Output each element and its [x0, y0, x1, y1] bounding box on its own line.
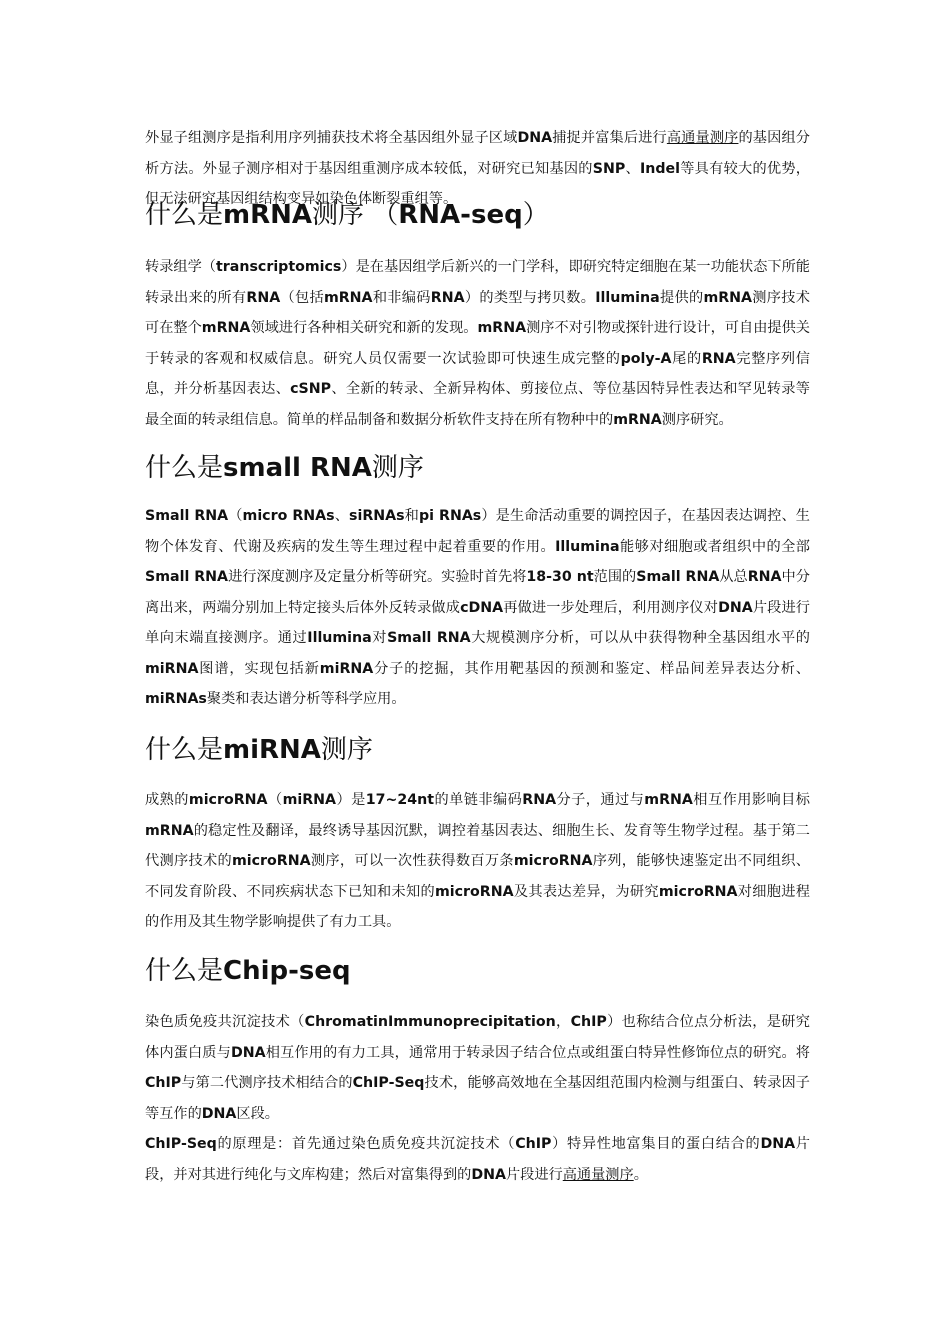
bold-term: microRNA: [232, 853, 311, 869]
text-run: 区段。: [236, 1105, 279, 1122]
text-run: 的单链非编码: [434, 792, 523, 808]
text-run: 中分离出来，两端分别加上特定接头后体外反转录做成: [145, 569, 810, 616]
bold-term: RNA: [747, 569, 782, 585]
bold-term: ChIP: [145, 1075, 182, 1091]
bold-term: microRNA: [513, 853, 593, 869]
text-run: 从总: [719, 569, 748, 585]
bold-term: RNA: [701, 350, 736, 367]
paragraph: [145, 1007, 810, 1129]
bold-term: RNA: [246, 289, 281, 306]
text-run: 完整序列信息，并分析基因表达、: [145, 350, 810, 397]
text-run: （: [267, 792, 283, 808]
bold-term: mRNA: [223, 200, 313, 230]
bold-term: miRNAs: [145, 691, 207, 707]
bold-term: mRNA: [477, 320, 527, 336]
text-run: 图谱，实现包括新: [198, 660, 320, 677]
text-run: 对细胞进程的作用及其生物学影响提供了有力工具。: [145, 883, 810, 930]
text-run: 、: [625, 160, 640, 177]
text-run: 分子，通过与: [556, 792, 645, 808]
bold-term: Small RNA: [387, 630, 471, 646]
bold-term: ChIP-Seq: [352, 1075, 425, 1091]
text-run: 等具有较大的优势，但无法研究基因组结构变异如染色体断裂重组等。: [145, 160, 810, 207]
section-small-rna: [145, 451, 810, 485]
bold-term: ChIP-Seq: [145, 1136, 217, 1152]
text-run: （包括: [280, 289, 324, 306]
text-run: 外显子组测序是指利用序列捕获技术将全基因组外显子区域: [145, 130, 518, 146]
bold-term: micro RNAs: [242, 508, 335, 524]
text-run: ）特异性地富集目的蛋白结合的: [551, 1136, 761, 1152]
text-run: ）也称结合位点分析法，是研究体内蛋白质与: [145, 1014, 810, 1061]
bold-term: 17~24nt: [365, 792, 435, 808]
bold-term: DNA: [517, 130, 553, 146]
text-run: 进行深度测序及定量分析等研究。实验时首先将: [228, 569, 527, 585]
text-run: 和: [404, 508, 419, 524]
bold-term: DNA: [471, 1166, 506, 1183]
text-run: （: [228, 508, 243, 524]
text-run: 测序技术可在整个: [145, 289, 810, 336]
bold-term: miRNA: [319, 660, 374, 677]
paragraph: [145, 501, 810, 715]
bold-term: DNA: [230, 1044, 266, 1061]
text-run: 序列，能够快速鉴定出不同组织、不同发育阶段、不同疾病状态下已知和未知的: [145, 853, 810, 900]
bold-term: DNA: [718, 599, 753, 616]
section-heading: [145, 733, 810, 767]
text-run: 测序研究。: [661, 411, 733, 428]
bold-term: DNA: [760, 1136, 796, 1152]
bold-term: miRNA: [145, 660, 199, 677]
text-run: 技术，能够高效地在全基因组范围内检测与组蛋白、转录因子等互作的: [145, 1075, 810, 1122]
section-mrna: [145, 198, 810, 232]
text-run: ）是在基因组学后新兴的一门学科，即研究特定细胞在某一功能状态下所能转录出来的所有: [145, 259, 810, 306]
text-run: 什么是: [145, 735, 224, 765]
text-run: 片段进行单向末端直接测序。通过: [145, 599, 810, 646]
text-run: 相互作用的有力工具，通常用于转录因子结合位点或组蛋白特异性修饰位点的研究。将: [265, 1044, 810, 1061]
bold-term: Illumina: [307, 630, 372, 646]
section-chip-seq-body: [145, 1007, 810, 1190]
text-run: 成熟的: [145, 792, 189, 808]
bold-term: mRNA: [201, 320, 251, 336]
bold-term: cDNA: [460, 599, 504, 616]
section-heading: [145, 954, 810, 988]
text-run: 大规模测序分析，可以从中获得物种全基因组水平的: [470, 630, 810, 646]
bold-term: Indel: [639, 160, 680, 177]
text-link[interactable]: 高通量测序: [666, 130, 739, 146]
text-run: 与第二代测序技术相结合的: [181, 1075, 353, 1091]
bold-term: siRNAs: [349, 508, 405, 524]
text-run: ，: [555, 1014, 571, 1030]
text-run: 的稳定性及翻译，最终诱导基因沉默，调控着基因表达、细胞生长、发育等生物学过程。基于第二代测序技术的: [145, 822, 810, 869]
text-run: ）: [522, 200, 549, 230]
text-run: 再做进一步处理后，利用测序仪对: [503, 599, 719, 616]
bold-term: SNP: [592, 160, 626, 177]
text-run: 、全新的转录、全新异构体、剪接位点、等位基因特异性表达和罕见转录等最全面的转录组信息。简单的样品制备和数据分析软件支持在所有物种中的: [145, 381, 810, 428]
bold-term: mRNA: [703, 289, 752, 306]
text-run: 及其表达差异，为研究: [513, 883, 659, 900]
text-run: 什么是: [145, 200, 224, 230]
bold-term: mRNA: [644, 792, 693, 808]
text-run: 尾的: [671, 350, 702, 367]
text-run: 。: [633, 1166, 648, 1183]
bold-term: pi RNAs: [418, 508, 482, 524]
text-run: 片段，并对其进行纯化与文库构建；然后对富集得到的: [145, 1136, 810, 1183]
paragraph: [145, 1129, 810, 1190]
section-chip-seq: [145, 954, 810, 988]
text-run: 和非编码: [372, 289, 431, 306]
text-run: ）是生命活动重要的调控因子，在基因表达调控、生物个体发育、代谢及疾病的发生等生理过程中起着重要的作用。: [145, 508, 810, 555]
text-link[interactable]: 高通量测序: [562, 1166, 634, 1183]
text-run: 的原理是：首先通过染色质免疫共沉淀技术（: [216, 1136, 516, 1152]
text-run: 染色质免疫共沉淀技术（: [145, 1014, 305, 1030]
text-run: 捕捉并富集后进行: [552, 130, 667, 146]
bold-term: ChIP: [515, 1136, 552, 1152]
text-run: 领域进行各种相关研究和新的发现。: [250, 320, 478, 336]
text-run: 测序 （: [312, 200, 399, 230]
bold-term: microRNA: [658, 883, 738, 900]
bold-term: Small RNA: [145, 569, 229, 585]
section-small-rna-body: [145, 501, 810, 715]
text-run: 分子的挖掘，其作用靶基因的预测和鉴定、样品间差异表达分析、: [373, 660, 810, 677]
text-run: 测序: [371, 453, 424, 483]
bold-term: miRNA: [223, 735, 321, 765]
bold-term: ChIP: [570, 1014, 607, 1030]
text-run: 对: [371, 630, 388, 646]
text-run: 、: [334, 508, 350, 524]
bold-term: microRNA: [434, 883, 514, 900]
text-run: 测序，可以一次性获得数百万条: [310, 853, 514, 869]
bold-term: Illumina: [555, 538, 620, 555]
bold-term: miRNA: [282, 792, 337, 808]
text-run: 的基因组分析方法。外显子测序相对于基因组重测序成本较低，对研究已知基因的: [145, 130, 810, 177]
text-run: 片段进行: [505, 1166, 563, 1183]
text-run: 转录组学（: [145, 259, 217, 275]
bold-term: Chip-seq: [223, 956, 351, 986]
text-run: 什么是: [145, 956, 224, 986]
section-mrna-body: [145, 252, 810, 435]
section-mirna-body: [145, 785, 810, 938]
text-run: 聚类和表达谱分析等科学应用。: [206, 691, 406, 707]
bold-term: Small RNA: [636, 569, 720, 585]
bold-term: Illumina: [595, 289, 660, 306]
bold-term: small RNA: [223, 453, 372, 483]
bold-term: 18-30 nt: [526, 569, 594, 585]
section-heading: [145, 451, 810, 485]
text-run: ）的类型与拷贝数。: [464, 289, 596, 306]
bold-term: cSNP: [290, 381, 332, 397]
bold-term: microRNA: [188, 792, 268, 808]
text-run: 相互作用影响目标: [692, 792, 810, 808]
section-heading: [145, 198, 810, 232]
text-run: ）是: [336, 792, 366, 808]
bold-term: mRNA: [145, 822, 194, 839]
paragraph: [145, 785, 810, 938]
section-mirna: [145, 733, 810, 767]
bold-term: transcriptomics: [216, 259, 342, 275]
text-run: 测序: [320, 735, 373, 765]
text-run: 什么是: [145, 453, 224, 483]
text-run: 提供的: [659, 289, 704, 306]
bold-term: Small RNA: [145, 508, 229, 524]
bold-term: DNA: [201, 1105, 237, 1122]
bold-term: RNA: [430, 289, 465, 306]
bold-term: mRNA: [323, 289, 373, 306]
text-run: 测序不对引物或探针进行设计，可自由提供关于转录的客观和权威信息。研究人员仅需要一次试验即可快速生成完整的: [145, 320, 810, 367]
bold-term: poly-A: [620, 350, 672, 367]
paragraph: [145, 252, 810, 435]
text-run: 能够对细胞或者组织中的全部: [619, 538, 810, 555]
bold-term: ChromatinImmunoprecipitation: [304, 1014, 556, 1030]
bold-term: mRNA: [613, 411, 662, 428]
bold-term: RNA-seq: [398, 200, 523, 230]
bold-term: RNA: [522, 792, 557, 808]
text-run: 范围的: [593, 569, 637, 585]
